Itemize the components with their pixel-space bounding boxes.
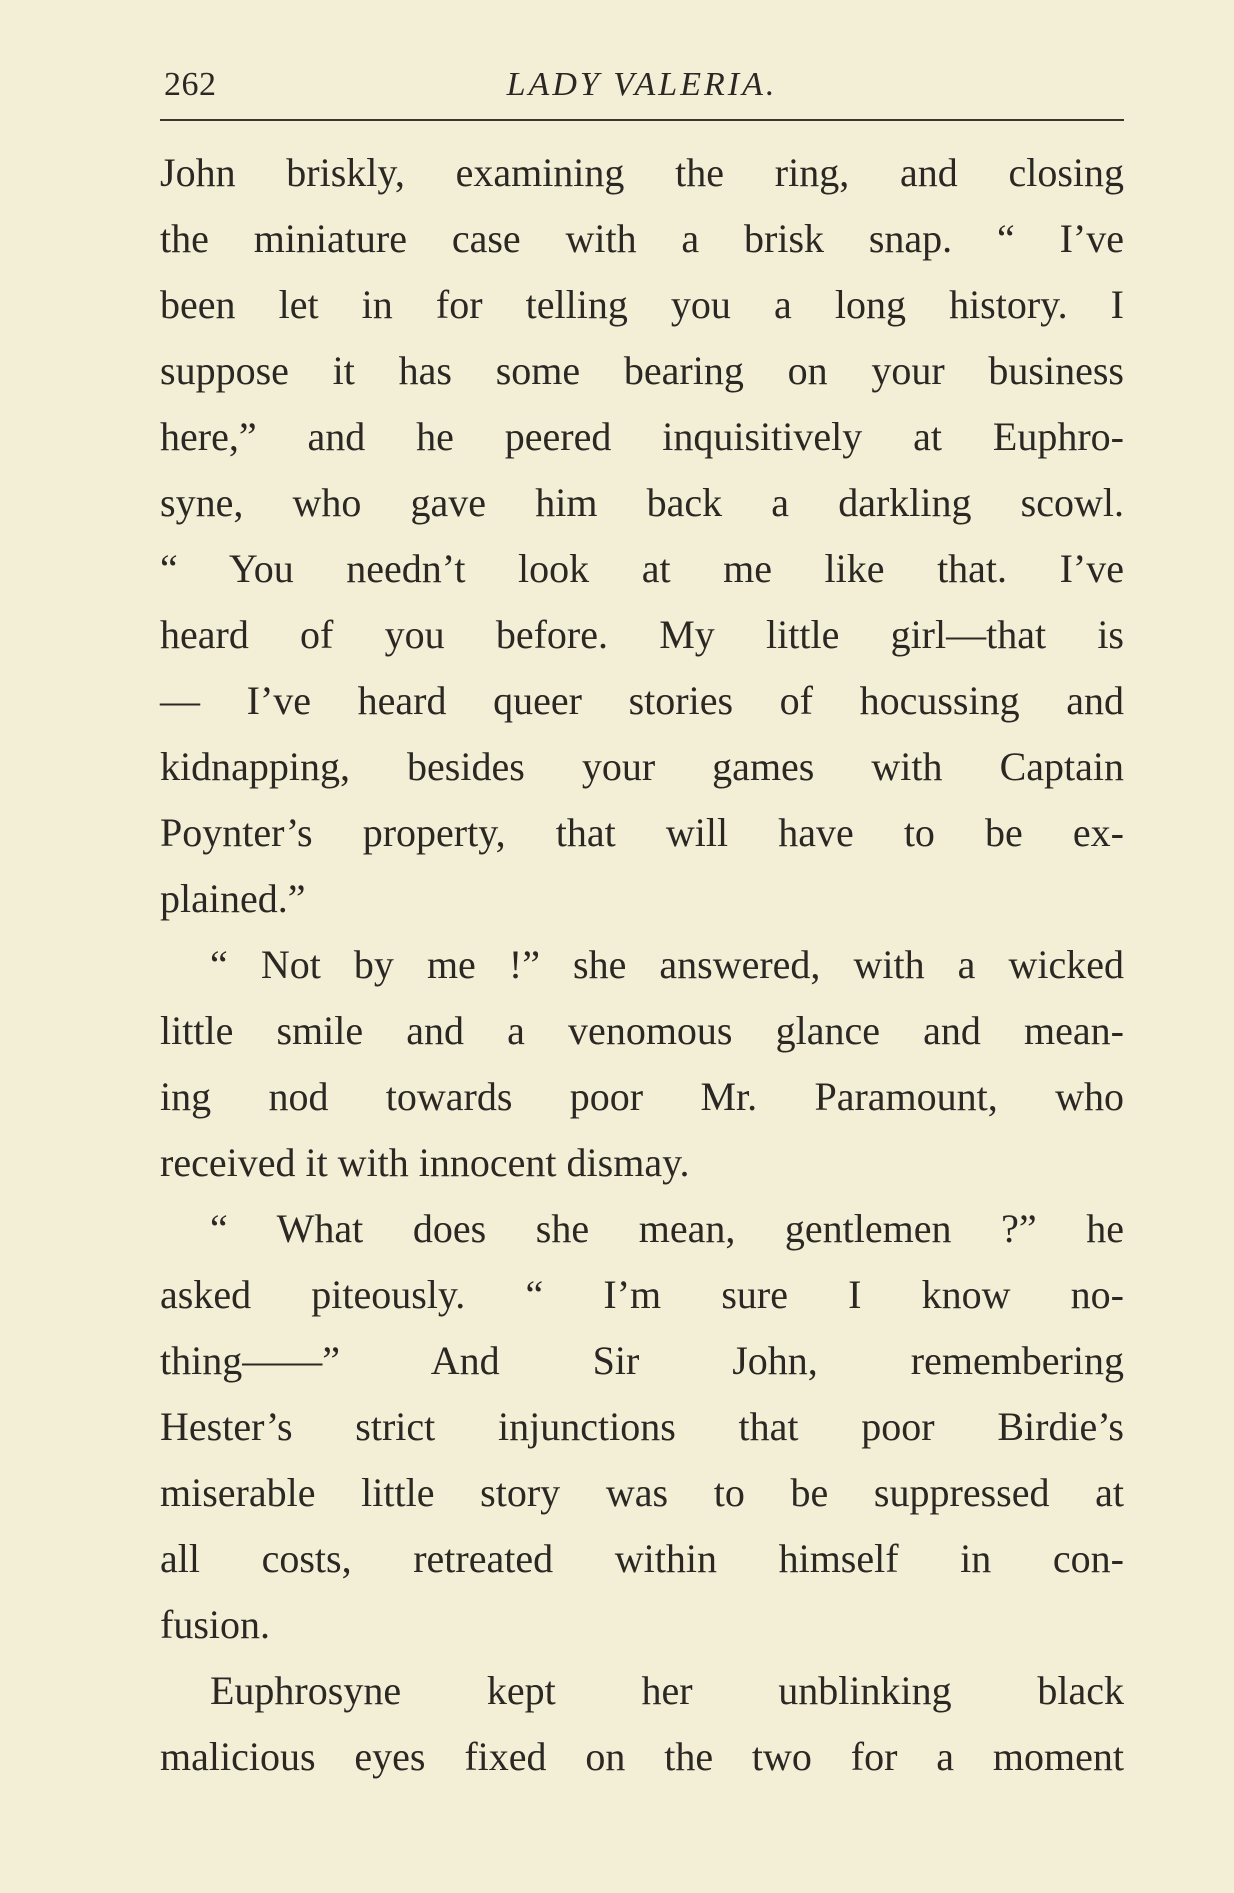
text-line: little smile and a venomous glance and mean- — [160, 1008, 1124, 1053]
text-line: “ What does she mean, gentlemen ?” he — [210, 1206, 1124, 1251]
text-line: plained.” — [160, 876, 306, 921]
text-line: suppose it has some bearing on your business — [160, 348, 1124, 393]
text-line: “ Not by me !” she answered, with a wicked — [210, 942, 1124, 987]
text-line: syne, who gave him back a darkling scowl. — [160, 480, 1124, 525]
text-line: asked piteously. “ I’m sure I know no- — [160, 1272, 1124, 1317]
page-header — [160, 58, 1124, 118]
text-line: Euphrosyne kept her unblinking black — [210, 1668, 1124, 1713]
text-line: miserable little story was to be suppressed at — [160, 1470, 1124, 1515]
text-line: the miniature case with a brisk snap. “ I’ve — [160, 216, 1124, 261]
text-line: all costs, retreated within himself in con- — [160, 1536, 1124, 1581]
text-line: ing nod towards poor Mr. Paramount, who — [160, 1074, 1124, 1119]
text-line: malicious eyes fixed on the two for a moment — [160, 1734, 1124, 1779]
text-line: received it with innocent dismay. — [160, 1140, 690, 1185]
page-number: 262 — [164, 66, 217, 103]
text-line: Hester’s strict injunctions that poor Birdie’s — [160, 1404, 1124, 1449]
text-line: Poynter’s property, that will have to be ex- — [160, 810, 1124, 855]
text-line: thing——” And Sir John, remembering — [160, 1338, 1124, 1383]
header-rule — [160, 119, 1124, 121]
running-title: LADY VALERIA. — [506, 66, 778, 103]
body-text — [160, 140, 1124, 1790]
text-line: “ You needn’t look at me like that. I’ve — [160, 546, 1124, 591]
text-line: John briskly, examining the ring, and closing — [160, 150, 1124, 195]
text-line: here,” and he peered inquisitively at Euphro- — [160, 414, 1124, 459]
text-line: been let in for telling you a long history. I — [160, 282, 1124, 327]
text-line: heard of you before. My little girl—that is — [160, 612, 1124, 657]
text-line: fusion. — [160, 1602, 270, 1647]
text-line: kidnapping, besides your games with Captain — [160, 744, 1124, 789]
text-line: — I’ve heard queer stories of hocussing and — [160, 678, 1124, 723]
